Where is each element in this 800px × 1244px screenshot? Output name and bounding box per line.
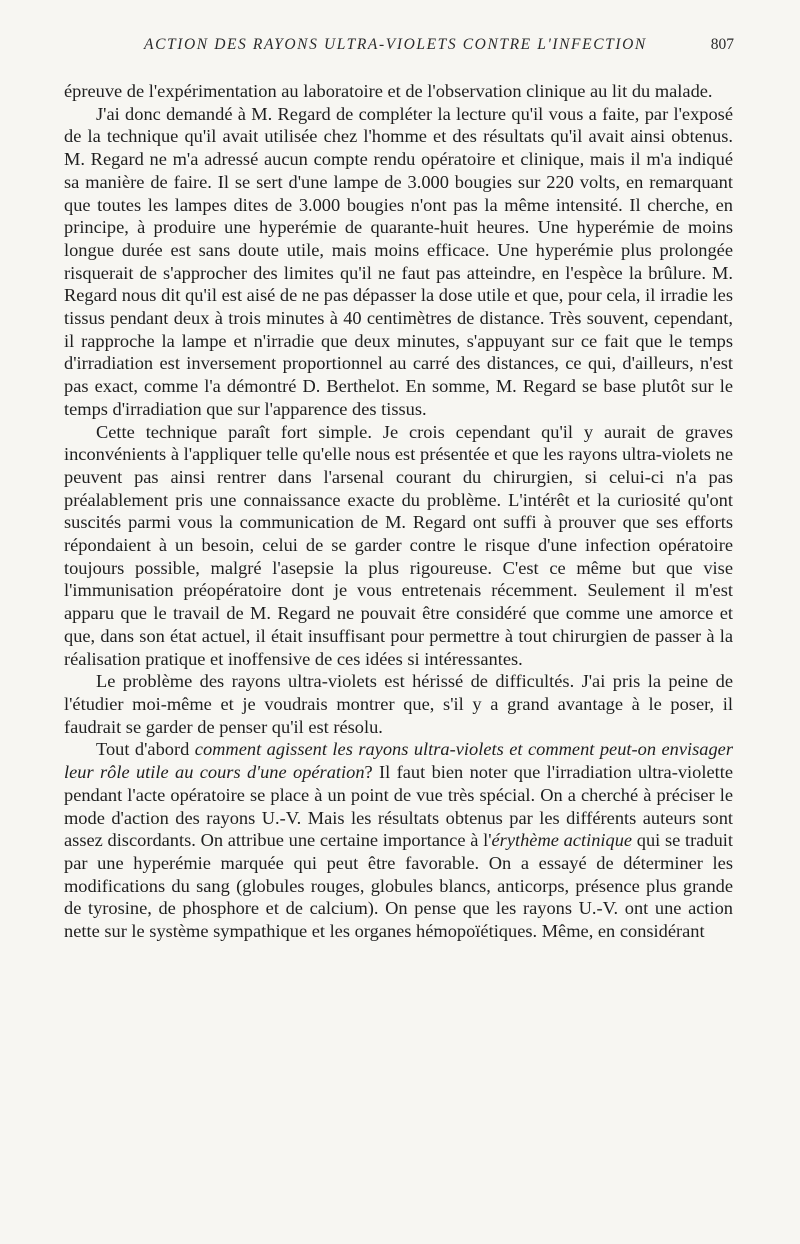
running-title: ACTION DES RAYONS ULTRA-VIOLETS CONTRE L'INFECTION <box>144 36 647 53</box>
paragraph-text: ? Il faut bien noter que l'irradiation ultra-violette pendant l'acte opératoire se place à un point de vue très spécial. On a cherché à préciser le mode d'action des rayons U.-V. Mais les résultats obtenus par les différents auteurs sont assez discordants. On attribue une certaine importance à l' <box>64 762 733 851</box>
paragraph-continuation: épreuve de l'expérimentation au laboratoire et de l'observation clinique au lit du malade. <box>64 81 713 101</box>
body-text <box>64 80 733 943</box>
paragraph: Cette technique paraît fort simple. Je crois cependant qu'il y aurait de graves inconvénients à l'appliquer telle qu'elle nous est présentée et que les rayons ultra-violets ne peuvent pas ainsi rentrer dans l'arsenal courant du chirurgien, si celui-ci n'a pas préalablement pris une connaissance exacte du problème. L'intérêt et la curiosité qu'ont suscités parmi vous la communication de M. Regard ont suffi à prouver que ses efforts répondaient à un besoin, celui de se garder contre le risque d'une infection opératoire toujours possible, malgré l'asepsie la plus rigoureuse. C'est ce même but que vise l'immunisation préopératoire dont je vous entretenais récemment. Seulement il m'est apparu que le travail de M. Regard ne pouvait être considéré que comme une amorce et que, dans son état actuel, il était insuffisant pour permettre à tout chirurgien de passer à la réalisation pratique et inoffensive de ces idées si intéressantes. <box>64 421 733 669</box>
paragraph <box>64 738 733 942</box>
paragraph: J'ai donc demandé à M. Regard de compléter la lecture qu'il vous a faite, par l'exposé de la technique qu'il avait utilisée chez l'homme et des résultats qu'il avait ainsi obtenus. M. Regard ne m'a adressé aucun compte rendu opératoire et clinique, mais il m'a indiqué sa manière de faire. Il se sert d'une lampe de 3.000 bougies sur 220 volts, en remarquant que toutes les lampes dites de 3.000 bougies n'ont pas la même intensité. Il cherche, en principe, à produire une hyperémie de quarante-huit heures. Une hyperémie de moins longue durée est sans doute utile, mais moins efficace. Une hyperémie plus prolongée risquerait de s'approcher des limites qu'il ne faut pas atteindre, en l'espèce la brûlure. M. Regard nous dit qu'il est aisé de ne pas dépasser la dose utile et que, pour cela, il irradie les tissus pendant deux à trois minutes à 40 centimètres de distance. Très souvent, cependant, il rapproche la lampe et n'irradie que deux minutes, s'appuyant sur ce fait que le temps d'irradiation est inversement proportionnel au carré des distances, ce qui, d'ailleurs, n'est pas exact, comme l'a démontré D. Berthelot. En somme, M. Regard se base plutôt sur le temps d'irradiation que sur l'apparence des tissus. <box>64 103 733 419</box>
page-number: 807 <box>710 36 734 53</box>
paragraph-lead: Tout d'abord <box>96 739 195 760</box>
paragraph: Le problème des rayons ultra-violets est hérissé de difficultés. J'ai pris la peine de l'étudier moi-même et je voudrais montrer que, s'il y a grand avantage à le poser, il faudrait se garder de penser qu'il est résolu. <box>64 671 733 737</box>
paragraph-text: qui se traduit par une hyperémie marquée qui peut être favorable. On a essayé de déterminer les modifications du sang (globules rouges, globules blancs, anticorps, présence plus grande de tyrosine, de phosphore et de calcium). On pense que les rayons U.-V. ont une action nette sur le système sympathique et les organes hémopoïétiques. Même, en considérant <box>64 830 734 942</box>
italic-term: érythème actinique <box>491 830 633 851</box>
italic-question: comment agissent les rayons ultra-violets et comment peut-on envisager leur rôle utile au cours d'une opération <box>64 739 733 783</box>
page-header <box>66 36 734 58</box>
